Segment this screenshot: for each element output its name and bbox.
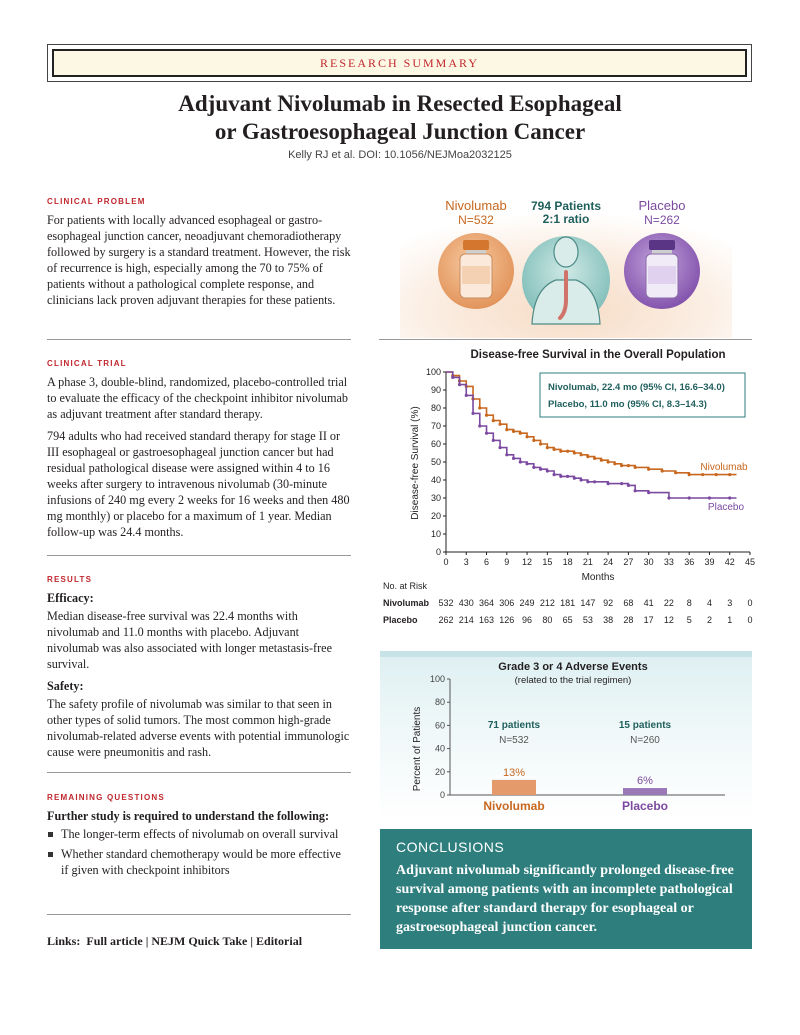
conclusions-heading: CONCLUSIONS (396, 839, 505, 855)
censor-mark (492, 439, 495, 442)
at-risk-row-label-placebo: Placebo (383, 615, 418, 625)
censor-mark (451, 376, 454, 379)
at-risk-label: No. at Risk (383, 581, 428, 591)
x-tick-label: 39 (704, 557, 715, 567)
remaining-intro: Further study is required to understand the following: (47, 809, 330, 823)
at-risk-value: 163 (479, 615, 495, 625)
x-tick-label: 15 (542, 557, 553, 567)
divider (47, 339, 351, 340)
ae-chart-title: Grade 3 or 4 Adverse Events (498, 661, 648, 673)
ae-y-tick-label: 100 (429, 674, 445, 684)
censor-mark (647, 468, 650, 471)
y-tick-label: 80 (430, 403, 441, 413)
remaining-questions-section (47, 793, 351, 882)
clinical-problem-heading: CLINICAL PROBLEM (47, 197, 146, 206)
censor-mark (505, 453, 508, 456)
at-risk-value: 68 (623, 598, 634, 608)
clinical-trial-text-2: 794 adults who had received standard therapy for stage II or III esophageal or gastroesophageal junction cancer but had residual pathological disease were assigned within 4 to 16 weeks after surgery to intravenous nivolumab (30-minute infusions of 240 mg every 2 weeks for 16 weeks and then 480 mg monthly) or placebo for a maximum of 1 year. Median follow-up was 24.4 months. (47, 429, 350, 539)
bar-value-label: 13% (502, 766, 526, 779)
bullet-icon (48, 852, 53, 857)
chart-title: Disease-free Survival in the Overall Population (470, 349, 726, 361)
banner (52, 49, 747, 77)
title-line-1: Adjuvant Nivolumab in Resected Esophageal (178, 91, 622, 116)
adverse-events-chart (380, 651, 752, 819)
y-tick-label: 0 (435, 547, 441, 557)
at-risk-value: 532 (438, 598, 454, 608)
x-tick-label: 3 (463, 557, 469, 567)
at-risk-value: 96 (522, 615, 533, 625)
clinical-problem-section (47, 197, 351, 314)
ae-y-tick-label: 20 (434, 766, 445, 777)
at-risk-value: 126 (499, 615, 515, 625)
censor-mark (715, 473, 718, 476)
ae-chart-subtitle: (related to the trial regimen) (514, 675, 632, 686)
links-row (47, 934, 302, 949)
y-tick-label: 90 (430, 385, 441, 395)
x-tick-label: 30 (643, 557, 654, 567)
link-full-article[interactable]: Full article (86, 934, 143, 948)
at-risk-value: 0 (747, 598, 753, 608)
series-label-nivolumab: Nivolumab (700, 462, 748, 473)
censor-mark (519, 460, 522, 463)
censor-mark (627, 464, 630, 467)
nivolumab-label: Nivolumab (445, 198, 507, 213)
x-tick-label: 24 (603, 557, 614, 567)
x-tick-label: 9 (504, 557, 510, 567)
censor-mark (620, 464, 623, 467)
censor-mark (627, 484, 630, 487)
censor-mark (661, 469, 664, 472)
dfs-chart (380, 343, 756, 631)
censor-mark (634, 466, 637, 469)
bar-category-label: Placebo (621, 799, 669, 813)
ae-y-axis-label: Percent of Patients (412, 706, 423, 792)
at-risk-value: 212 (539, 598, 555, 608)
at-risk-value: 22 (663, 598, 674, 608)
censor-mark (465, 394, 468, 397)
legend-entry-nivolumab: Nivolumab, 22.4 mo (95% CI, 16.6–34.0) (548, 382, 725, 393)
placebo-n: N=262 (644, 213, 680, 227)
at-risk-value: 17 (643, 615, 654, 625)
safety-text: The safety profile of nivolumab was similar to that seen in other types of solid tumors. The most common high-grade nivolumab-related adverse events with potential immunologic cause were pneumonitis and rash. (47, 697, 350, 759)
censor-mark (593, 480, 596, 483)
results-heading: RESULTS (47, 575, 93, 584)
link-separator: | (250, 934, 254, 948)
x-tick-label: 0 (443, 557, 449, 567)
censor-mark (478, 424, 481, 427)
ae-count: 15 patients (618, 720, 672, 731)
bar-placebo (623, 788, 667, 795)
censor-mark (485, 414, 488, 417)
at-risk-value: 80 (542, 615, 553, 625)
censor-mark (647, 491, 650, 494)
clinical-trial-heading: CLINICAL TRIAL (47, 359, 127, 368)
at-risk-value: 12 (663, 615, 674, 625)
divider (379, 339, 752, 340)
censor-mark (607, 460, 610, 463)
list-item (47, 826, 351, 842)
conclusions-box (380, 829, 752, 949)
bar-value-label: 6% (637, 775, 653, 788)
link-separator: | (145, 934, 149, 948)
censor-mark (566, 475, 569, 478)
censor-mark (634, 489, 637, 492)
at-risk-value: 262 (438, 615, 454, 625)
patients-label: 794 Patients (530, 199, 602, 213)
censor-mark (559, 475, 562, 478)
at-risk-row-label-nivolumab: Nivolumab (383, 598, 430, 608)
censor-mark (688, 473, 691, 476)
censor-mark (708, 496, 711, 499)
ae-y-tick-label: 80 (434, 697, 445, 708)
censor-mark (471, 412, 474, 415)
ae-n: N=260 (630, 735, 660, 746)
censor-mark (546, 469, 549, 472)
censor-mark (728, 496, 731, 499)
x-tick-label: 36 (684, 557, 695, 567)
efficacy-label: Efficacy: (47, 591, 94, 605)
divider (47, 555, 351, 556)
censor-mark (600, 459, 603, 462)
censor-mark (559, 450, 562, 453)
censor-mark (532, 466, 535, 469)
clinical-trial-section (47, 359, 351, 546)
placebo-vial-icon (646, 240, 678, 298)
series-label-placebo: Placebo (707, 502, 745, 513)
remaining-questions-heading: REMAINING QUESTIONS (47, 793, 165, 802)
at-risk-value: 214 (458, 615, 474, 625)
x-tick-label: 21 (582, 557, 593, 567)
at-risk-value: 5 (686, 615, 692, 625)
censor-mark (525, 462, 528, 465)
efficacy-text: Median disease-free survival was 22.4 months with nivolumab and 11.0 months with placebo. Adjuvant nivolumab was also associated with longer metastasis-free survival. (47, 609, 332, 671)
ratio-label: 2:1 ratio (542, 212, 590, 226)
censor-mark (485, 432, 488, 435)
at-risk-value: 8 (686, 598, 692, 608)
ae-y-tick-label: 40 (434, 743, 445, 754)
x-tick-label: 6 (484, 557, 490, 567)
y-tick-label: 100 (425, 367, 441, 377)
bar-category-label: Nivolumab (483, 799, 545, 813)
remaining-list (47, 826, 351, 878)
x-tick-label: 42 (724, 557, 735, 567)
x-tick-label: 18 (562, 557, 573, 567)
at-risk-value: 181 (560, 598, 576, 608)
at-risk-value: 41 (643, 598, 654, 608)
censor-mark (525, 435, 528, 438)
at-risk-value: 53 (582, 615, 593, 625)
list-item-text: Whether standard chemotherapy would be more effective if given with checkpoint inhibitors (61, 847, 341, 877)
at-risk-value: 147 (580, 598, 596, 608)
bar-nivolumab (492, 780, 536, 795)
at-risk-value: 3 (727, 598, 733, 608)
ae-y-tick-label: 60 (434, 720, 445, 731)
ae-y-tick-label: 0 (439, 790, 445, 800)
censor-mark (505, 428, 508, 431)
censor-mark (586, 480, 589, 483)
y-tick-label: 70 (430, 421, 441, 431)
divider (47, 772, 351, 773)
censor-mark (539, 468, 542, 471)
at-risk-value: 4 (706, 598, 712, 608)
x-tick-label: 45 (744, 557, 756, 567)
nivolumab-vial-icon (460, 240, 492, 298)
x-tick-label: 12 (522, 557, 533, 567)
y-tick-label: 60 (430, 439, 441, 449)
censor-mark (674, 471, 677, 474)
at-risk-value: 92 (603, 598, 614, 608)
at-risk-value: 430 (458, 598, 474, 608)
legend-box (540, 373, 745, 417)
censor-mark (552, 473, 555, 476)
censor-mark (552, 448, 555, 451)
at-risk-value: 28 (623, 615, 634, 625)
results-section (47, 575, 351, 766)
list-item (47, 846, 351, 878)
x-axis-label: Months (581, 572, 615, 583)
at-risk-value: 65 (562, 615, 573, 625)
divider (47, 914, 351, 915)
censor-mark (688, 496, 691, 499)
censor-mark (580, 478, 583, 481)
censor-mark (458, 383, 461, 386)
y-tick-label: 20 (430, 511, 441, 521)
link-quick-take[interactable]: NEJM Quick Take (151, 934, 248, 948)
citation: Kelly RJ et al. DOI: 10.1056/NEJMoa2032125 (288, 149, 512, 161)
censor-mark (478, 406, 481, 409)
censor-mark (607, 482, 610, 485)
nivolumab-n: N=532 (458, 213, 494, 227)
safety-label: Safety: (47, 679, 84, 693)
censor-mark (701, 473, 704, 476)
at-risk-value: 38 (603, 615, 614, 625)
trial-design-illustration (380, 188, 752, 338)
y-tick-label: 40 (430, 475, 441, 485)
y-tick-label: 30 (430, 493, 441, 503)
at-risk-value: 1 (727, 615, 733, 625)
y-axis-label: Disease-free Survival (%) (410, 406, 421, 520)
censor-mark (620, 482, 623, 485)
censor-mark (498, 423, 501, 426)
banner-text: RESEARCH SUMMARY (319, 55, 480, 70)
x-tick-label: 33 (663, 557, 674, 567)
at-risk-value: 2 (706, 615, 712, 625)
link-editorial[interactable]: Editorial (256, 934, 303, 948)
censor-mark (532, 439, 535, 442)
at-risk-value: 0 (747, 615, 753, 625)
ae-n: N=532 (499, 735, 529, 746)
censor-mark (539, 442, 542, 445)
legend-entry-placebo: Placebo, 11.0 mo (95% CI, 8.3–14.3) (548, 399, 707, 410)
censor-mark (667, 496, 670, 499)
clinical-trial-text-1: A phase 3, double-blind, randomized, placebo-controlled trial to evaluate the efficacy of the checkpoint inhibitor nivolumab as adjuvant treatment after standard therapy. (47, 375, 348, 421)
censor-mark (519, 432, 522, 435)
censor-mark (573, 477, 576, 480)
conclusions-text: Adjuvant nivolumab significantly prolonged disease-free survival among patients with an incomplete pathological response after standard therapy for esophageal or gastroesophageal junction cancer. (396, 863, 734, 935)
censor-mark (580, 453, 583, 456)
links-prefix: Links: (47, 934, 81, 948)
censor-mark (573, 451, 576, 454)
title-line-2: or Gastroesophageal Junction Cancer (214, 119, 586, 144)
censor-mark (512, 430, 515, 433)
bullet-icon (48, 832, 53, 837)
y-tick-label: 50 (430, 457, 441, 467)
list-item-text: The longer-term effects of nivolumab on overall survival (61, 827, 339, 841)
censor-mark (586, 455, 589, 458)
censor-mark (498, 446, 501, 449)
page-title (0, 90, 800, 146)
censor-mark (512, 457, 515, 460)
censor-mark (546, 446, 549, 449)
censor-mark (593, 457, 596, 460)
at-risk-value: 249 (519, 598, 535, 608)
censor-mark (613, 462, 616, 465)
placebo-label: Placebo (638, 198, 686, 213)
y-tick-label: 10 (430, 529, 441, 539)
clinical-problem-text: For patients with locally advanced esophageal or gastroesophageal junction cancer, neoadjuvant chemoradiotherapy followed by surgery is a standard treatment. However, the risk of recurrence is high, especially among the 70 to 75% of patients without a pathological complete response, and clinicians lack proven adjuvant therapies for these patients. (47, 213, 351, 307)
censor-mark (566, 450, 569, 453)
at-risk-value: 364 (479, 598, 495, 608)
x-tick-label: 27 (623, 557, 634, 567)
at-risk-value: 306 (499, 598, 515, 608)
censor-mark (728, 473, 731, 476)
ae-count: 71 patients (487, 720, 541, 731)
censor-mark (492, 419, 495, 422)
